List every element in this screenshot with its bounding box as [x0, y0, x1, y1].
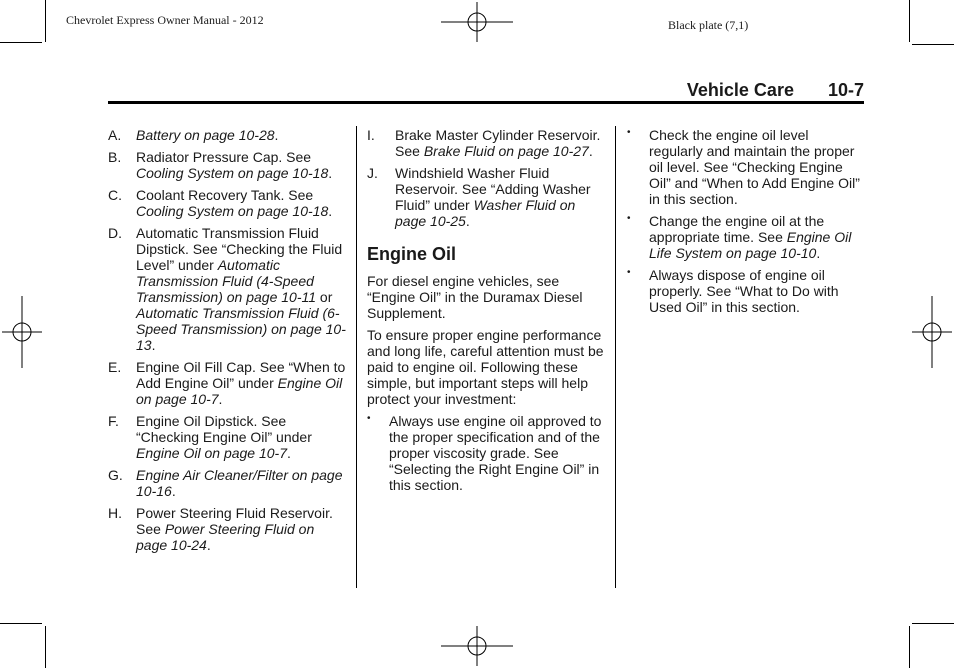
- list-item-c: [108, 187, 346, 219]
- registration-mark-left: [2, 296, 42, 368]
- page-reference[interactable]: Battery on page 10-28: [136, 127, 275, 143]
- bullet-glyph: •: [627, 127, 631, 138]
- item-label: J.: [367, 165, 378, 181]
- item-suffix: .: [465, 213, 470, 229]
- page-reference[interactable]: Automatic Transmission Fluid (6-Speed Transmission) on page 10-13: [136, 305, 346, 353]
- list-item-a: [108, 127, 346, 143]
- bullet-glyph: •: [627, 213, 631, 224]
- crop-mark: [45, 0, 46, 42]
- item-suffix: .: [171, 483, 176, 499]
- item-text: Coolant Recovery Tank. See: [136, 187, 314, 203]
- item-label: G.: [108, 467, 123, 483]
- bullet-glyph: •: [367, 413, 371, 424]
- list-item-b: [108, 149, 346, 181]
- list-item-e: [108, 359, 346, 407]
- page-reference[interactable]: Brake Fluid on page 10-27: [423, 143, 589, 159]
- section-header: [687, 80, 864, 101]
- item-label: A.: [108, 127, 122, 143]
- item-suffix: .: [328, 203, 333, 219]
- bullet-item: [367, 413, 607, 493]
- bullet-glyph: •: [627, 267, 631, 278]
- list-item-g: [108, 467, 346, 499]
- paragraph: To ensure proper engine performance and long life, careful attention must be paid to engine oil. Following these simple, but important steps will help protect your investment:: [367, 327, 604, 407]
- bullet-text: Change the engine oil at the appropriate time. See: [649, 213, 825, 245]
- item-text: Automatic Transmission Fluid Dipstick. See “Checking the Fluid Level” under: [136, 225, 343, 273]
- registration-mark-right: [912, 296, 952, 368]
- item-text: Engine Oil Fill Cap. See “When to Add Engine Oil” under: [136, 359, 346, 391]
- crop-mark: [0, 42, 42, 43]
- item-text: Windshield Washer Fluid Reservoir. See “Adding Washer Fluid” under: [395, 165, 591, 213]
- item-label: E.: [108, 359, 122, 375]
- registration-mark-bottom: [441, 626, 513, 666]
- crop-mark: [45, 626, 46, 668]
- crop-mark: [0, 623, 42, 624]
- item-connector: or: [316, 289, 333, 305]
- bullet-text: Check the engine oil level regularly and maintain the proper oil level. See “Checking Engine Oil” and “When to Add Engine Oil” in this section.: [649, 127, 860, 207]
- crop-mark: [912, 44, 954, 45]
- item-text: Brake Master Cylinder Reservoir. See: [395, 127, 601, 159]
- column-divider: [356, 126, 357, 588]
- list-item-i: [367, 127, 607, 159]
- section-heading: Engine Oil: [367, 244, 457, 264]
- item-text: Power Steering Fluid Reservoir. See: [136, 505, 333, 537]
- item-suffix: .: [151, 337, 156, 353]
- item-suffix: .: [218, 391, 223, 407]
- crop-mark: [912, 623, 954, 624]
- page-reference[interactable]: Cooling System on page 10-18: [136, 165, 329, 181]
- page-reference[interactable]: Engine Air Cleaner/Filter on page 10-16: [136, 467, 343, 499]
- column-2: [367, 127, 607, 499]
- paragraph: For diesel engine vehicles, see “Engine Oil” in the Duramax Diesel Supplement.: [367, 273, 583, 321]
- page-reference[interactable]: Washer Fluid on page 10-25: [395, 197, 576, 229]
- page-reference[interactable]: Engine Oil on page 10-7: [136, 375, 343, 407]
- list-item-d: [108, 225, 346, 353]
- item-label: I.: [367, 127, 375, 143]
- item-label: D.: [108, 225, 122, 241]
- item-text: Radiator Pressure Cap. See: [136, 149, 312, 165]
- item-suffix: .: [816, 245, 821, 261]
- column-divider: [615, 126, 616, 588]
- list-item-j: [367, 165, 607, 229]
- list-item-h: [108, 505, 346, 553]
- page-reference[interactable]: Engine Oil Life System on page 10-10: [649, 229, 852, 261]
- column-3: [627, 127, 865, 321]
- column-1: [108, 127, 346, 559]
- item-text: Engine Oil Dipstick. See “Checking Engine Oil” under: [136, 413, 312, 445]
- item-suffix: .: [274, 127, 279, 143]
- page-number: 10-7: [827, 80, 864, 100]
- page-reference[interactable]: Automatic Transmission Fluid (4-Speed Transmission) on page 10-11: [136, 257, 317, 305]
- item-label: C.: [108, 187, 122, 203]
- bullet-text: Always dispose of engine oil properly. See “What to Do with Used Oil” in this section.: [649, 267, 839, 315]
- item-suffix: .: [588, 143, 593, 159]
- section-name: Vehicle Care: [686, 80, 794, 100]
- bullet-item: [627, 213, 865, 261]
- page-reference[interactable]: Cooling System on page 10-18: [136, 203, 329, 219]
- registration-mark-top: [441, 2, 513, 42]
- item-label: F.: [108, 413, 119, 429]
- header-rule: [108, 101, 864, 104]
- page-reference[interactable]: Power Steering Fluid on page 10-24: [136, 521, 315, 553]
- crop-mark: [909, 626, 910, 668]
- item-label: H.: [108, 505, 122, 521]
- bullet-text: Always use engine oil approved to the proper specification and of the proper viscosity grade. See “Selecting the Right Engine Oil” in this section.: [389, 413, 602, 493]
- item-suffix: .: [206, 537, 211, 553]
- item-suffix: .: [287, 445, 291, 461]
- list-item-f: [108, 413, 346, 461]
- manual-title: Chevrolet Express Owner Manual - 2012: [66, 13, 264, 27]
- page-reference[interactable]: Engine Oil on page 10-7: [136, 445, 287, 461]
- item-label: B.: [108, 149, 122, 165]
- bullet-item: [627, 267, 865, 315]
- crop-mark: [909, 0, 910, 42]
- item-suffix: .: [328, 165, 333, 181]
- plate-label: Black plate (7,1): [668, 18, 749, 32]
- bullet-item: [627, 127, 865, 207]
